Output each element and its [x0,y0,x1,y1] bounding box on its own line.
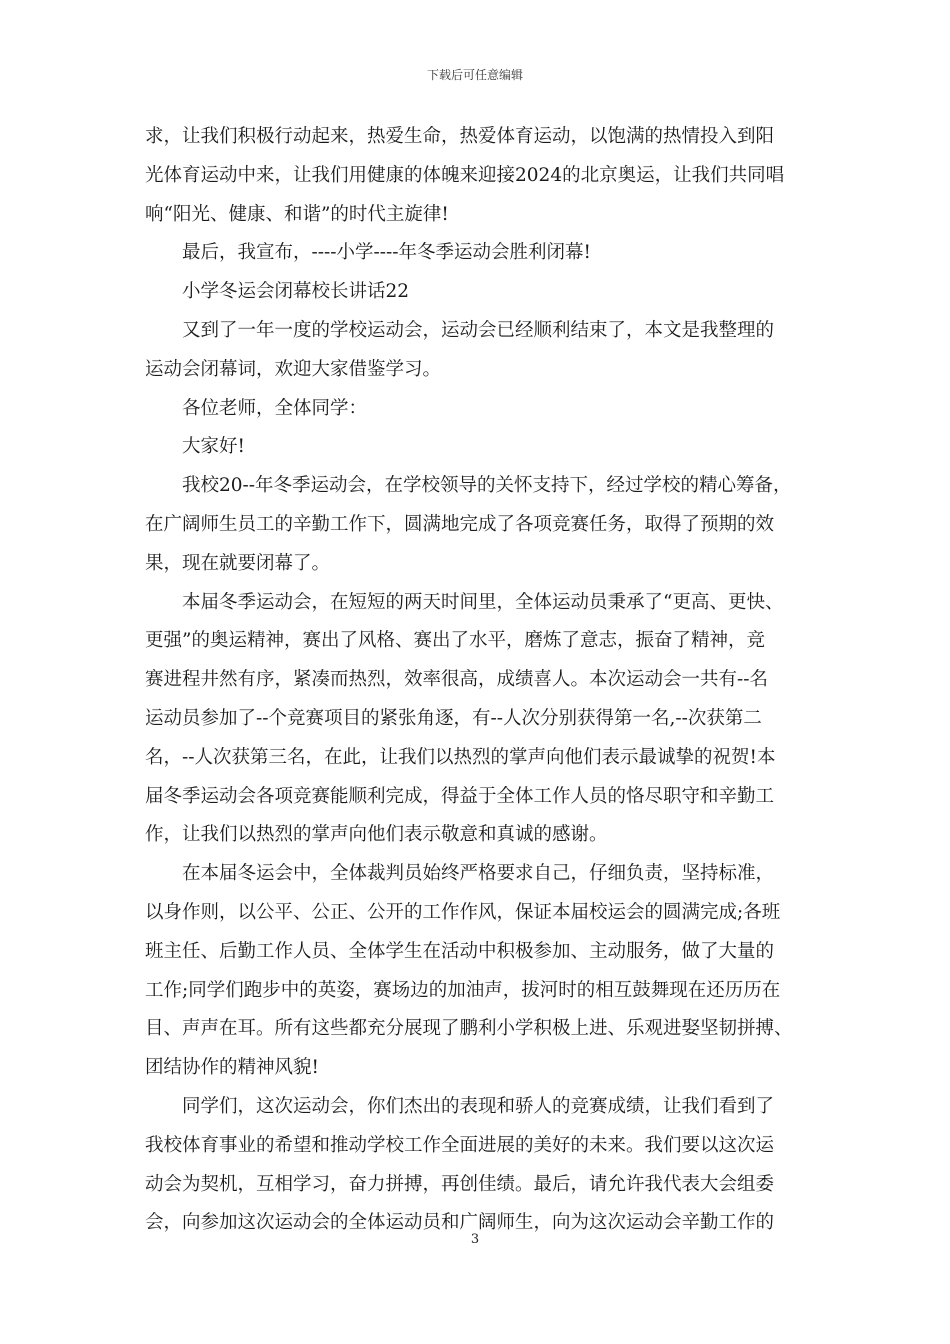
text-line: 光体育运动中来，让我们用健康的体魄来迎接2024的北京奥运，让我们共同唱 [145,164,785,186]
text-line: 在本届冬运会中，全体裁判员始终严格要求自己，仔细负责，坚持标准， [182,863,775,885]
text-line: 我校20--年冬季运动会，在学校领导的关怀支持下，经过学校的精心筹备， [182,475,792,497]
text-line: 目、声声在耳。所有这些都充分展现了鹏利小学积极上进、乐观进娶坚韧拼搏、 [145,1018,793,1040]
text-line: 运动会闭幕词，欢迎大家借鉴学习。 [145,358,442,380]
text-line: 同学们，这次运动会，你们杰出的表现和骄人的竞赛成绩，让我们看到了 [182,1095,775,1117]
text-line: 求，让我们积极行动起来，热爱生命，热爱体育运动，以饱满的热情投入到阳 [145,126,775,147]
text-line: 届冬季运动会各项竞赛能顺利完成，得益于全体工作人员的恪尽职守和辛勤工 [145,785,775,807]
text-line: 在广阔师生员工的辛勤工作下，圆满地完成了各项竞赛任务，取得了预期的效 [145,513,775,535]
text-line: 最后，我宣布，----小学----年冬季运动会胜利闭幕! [182,242,591,264]
text-line: 工作;同学们跑步中的英姿，赛场边的加油声，拔河时的相互鼓舞现在还历历在 [145,979,781,1001]
text-line: 班主任、后勤工作人员、全体学生在活动中积极参加、主动服务，做了大量的 [145,940,775,962]
text-line: 以身作则，以公平、公正、公开的工作作风，保证本届校运会的圆满完成;各班 [145,901,781,923]
text-line: 又到了一年一度的学校运动会，运动会已经顺利结束了，本文是我整理的 [182,319,775,341]
text-line: 作，让我们以热烈的掌声向他们表示敬意和真诚的感谢。 [145,824,608,846]
text-line: 团结协作的精神风貌! [145,1057,319,1079]
text-line: 我校体育事业的希望和推动学校工作全面进展的美好的未来。我们要以这次运 [145,1134,775,1156]
text-line: 大家好! [182,436,245,458]
text-line: 本届冬季运动会，在短短的两天时间里，全体运动员秉承了“更高、更快、 [182,591,784,613]
document-body [145,118,810,1243]
text-line: 赛进程井然有序，紧凑而热烈，效率很高，成绩喜人。本次运动会一共有--名 [145,669,769,691]
text-line: 运动员参加了--个竞赛项目的紧张角逐，有--人次分别获得第一名,--次获第二 [145,707,762,729]
text-line: 名，--人次获第三名，在此，让我们以热烈的掌声向他们表示最诚挚的祝贺!本 [145,746,776,768]
text-line: 动会为契机，互相学习，奋力拼搏，再创佳绩。最后，请允许我代表大会组委 [145,1173,775,1195]
text-line: 会，向参加这次运动会的全体运动员和广阔师生，向为这次运动会辛勤工作的 [145,1212,775,1234]
page-header: 下载后可任意编辑 [426,68,523,82]
text-line: 更强”的奥运精神，赛出了风格、赛出了水平，磨炼了意志，振奋了精神，竞 [145,630,765,652]
text-line: 响“阳光、健康、和谐”的时代主旋律! [145,203,449,225]
section-title: 小学冬运会闭幕校长讲话22 [182,281,410,303]
text-line: 各位老师，全体同学： [182,397,368,419]
page-number: 3 [470,1232,480,1247]
text-line: 果，现在就要闭幕了。 [145,552,331,574]
